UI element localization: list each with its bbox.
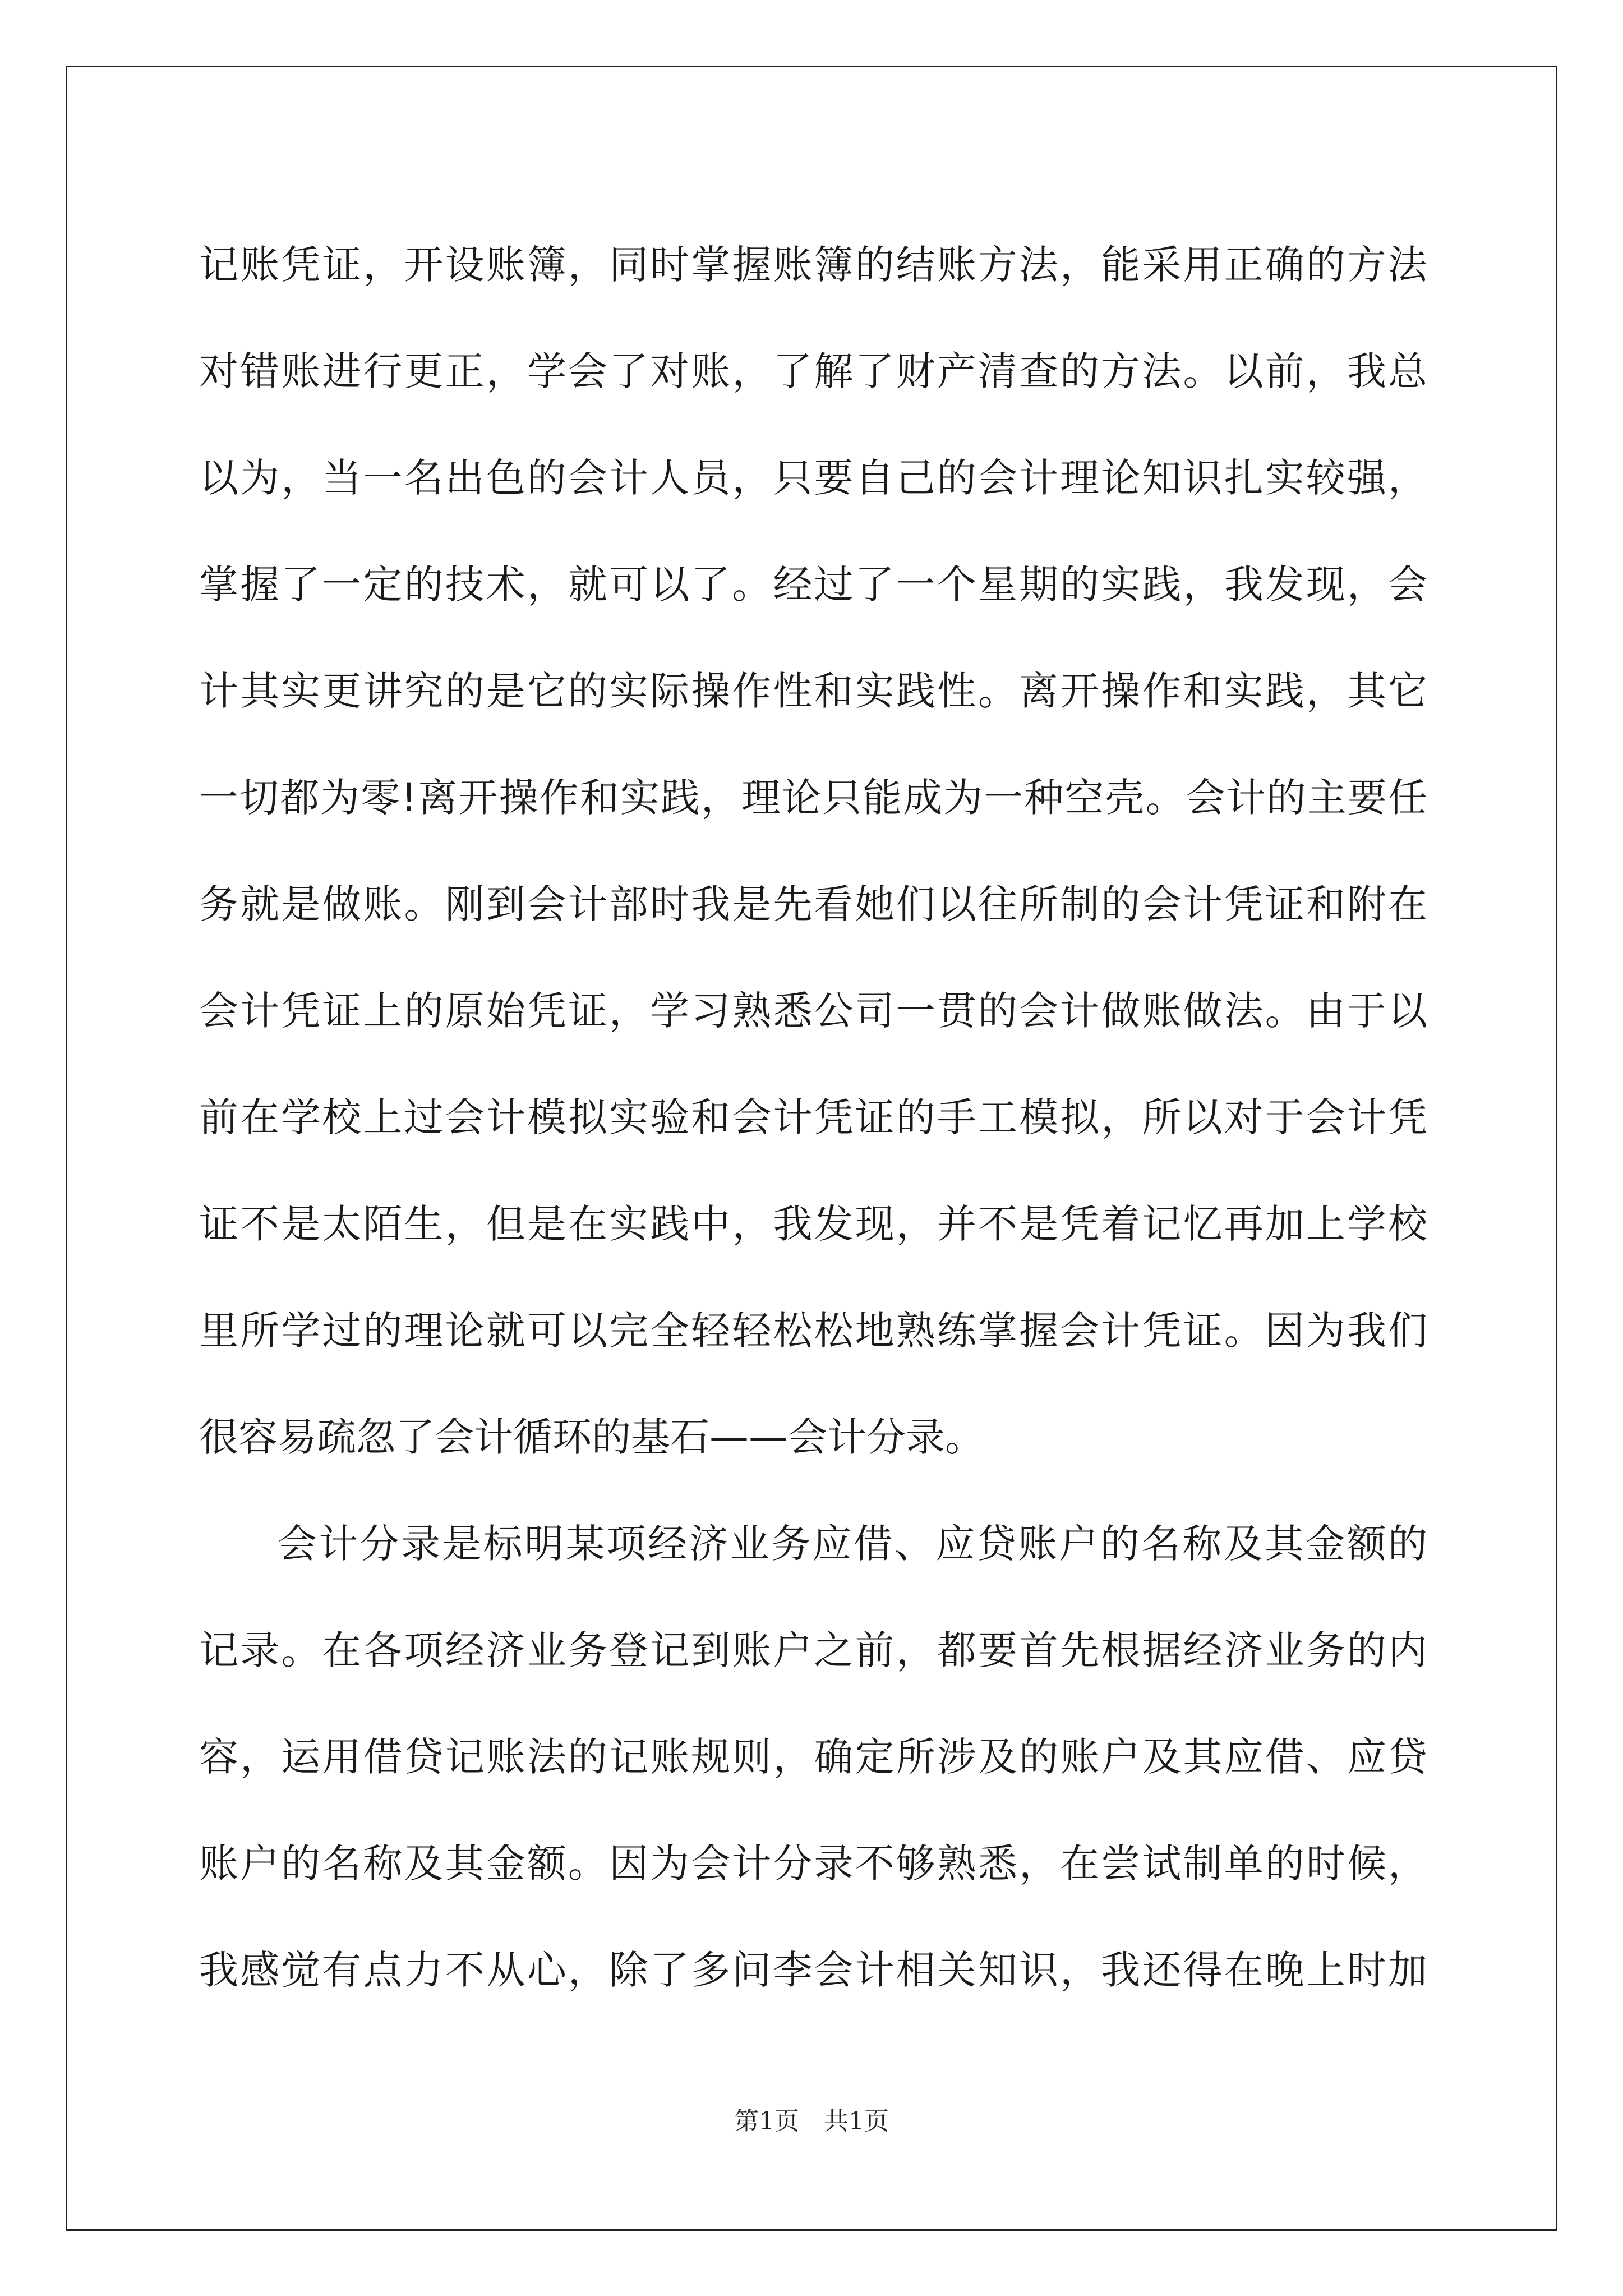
document-body bbox=[199, 211, 1427, 2023]
text-line: 会计分录是标明某项经济业务应借、应贷账户的名称及其金额的 bbox=[278, 1521, 1427, 1567]
text-line: 前在学校上过会计模拟实验和会计凭证的手工模拟，所以对于会计凭 bbox=[199, 1094, 1427, 1140]
text-line: 证不是太陌生，但是在实践中，我发现，并不是凭着记忆再加上学校 bbox=[199, 1201, 1427, 1247]
text-line: 对错账进行更正，学会了对账，了解了财产清查的方法。以前，我总 bbox=[199, 348, 1427, 394]
text-line: 容，运用借贷记账法的记账规则，确定所涉及的账户及其应借、应贷 bbox=[199, 1734, 1427, 1780]
text-line: 一切都为零!离开操作和实践，理论只能成为一种空壳。会计的主要任 bbox=[199, 775, 1427, 821]
text-line: 很容易疏忽了会计循环的基石——会计分录。 bbox=[199, 1414, 984, 1460]
text-line: 以为，当一名出色的会计人员，只要自己的会计理论知识扎实较强， bbox=[199, 455, 1427, 501]
text-line: 记录。在各项经济业务登记到账户之前，都要首先根据经济业务的内 bbox=[199, 1627, 1427, 1673]
text-line: 账户的名称及其金额。因为会计分录不够熟悉，在尝试制单的时候， bbox=[199, 1841, 1427, 1887]
text-line: 计其实更讲究的是它的实际操作性和实践性。离开操作和实践，其它 bbox=[199, 668, 1427, 714]
text-line: 记账凭证，开设账簿，同时掌握账簿的结账方法，能采用正确的方法 bbox=[199, 242, 1427, 288]
page-number-footer: 第1页 共1页 bbox=[734, 2107, 889, 2136]
text-line: 我感觉有点力不从心，除了多问李会计相关知识，我还得在晚上时加 bbox=[199, 1947, 1427, 1993]
text-line: 里所学过的理论就可以完全轻轻松松地熟练掌握会计凭证。因为我们 bbox=[199, 1308, 1427, 1354]
text-line: 会计凭证上的原始凭证，学习熟悉公司一贯的会计做账做法。由于以 bbox=[199, 988, 1427, 1034]
text-line: 掌握了一定的技术，就可以了。经过了一个星期的实践，我发现，会 bbox=[199, 562, 1427, 608]
text-line: 务就是做账。刚到会计部时我是先看她们以往所制的会计凭证和附在 bbox=[199, 881, 1427, 927]
